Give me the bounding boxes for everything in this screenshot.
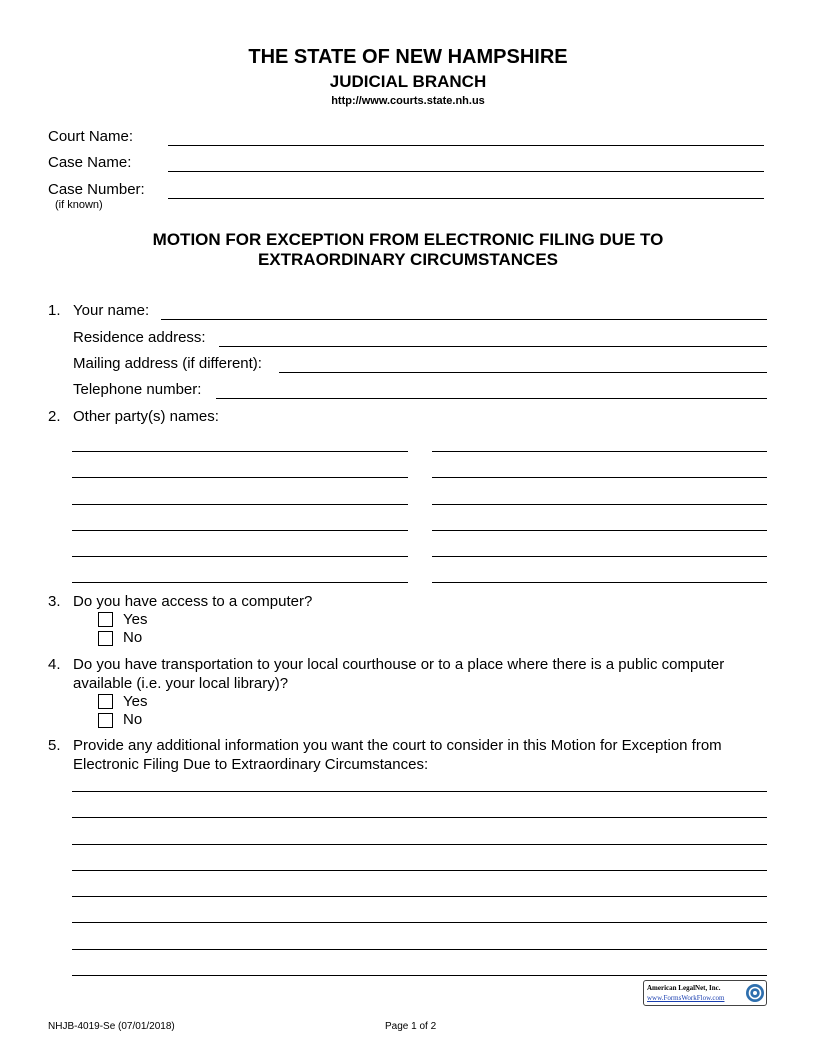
- other-party-line[interactable]: [72, 530, 408, 531]
- computer-access-question: Do you have access to a computer?: [73, 593, 313, 610]
- transportation-no-label: No: [123, 711, 143, 728]
- q5-number: 5.: [48, 737, 61, 754]
- if-known-note: (if known): [55, 199, 103, 211]
- branch-title: JUDICIAL BRANCH: [329, 72, 487, 91]
- other-party-line[interactable]: [432, 530, 767, 531]
- other-party-line[interactable]: [432, 556, 767, 557]
- residence-address-label: Residence address:: [73, 329, 206, 346]
- computer-yes-checkbox[interactable]: [98, 612, 113, 627]
- case-name-label: Case Name:: [48, 154, 132, 171]
- other-party-line[interactable]: [432, 477, 767, 478]
- additional-info-line[interactable]: [72, 817, 767, 818]
- case-name-field[interactable]: [168, 171, 764, 172]
- page-number: Page 1 of 2: [385, 1021, 437, 1032]
- additional-info-line[interactable]: [72, 949, 767, 950]
- other-party-line[interactable]: [432, 582, 767, 583]
- case-number-label: Case Number:: [48, 181, 145, 198]
- motion-title-line2: EXTRAORDINARY CIRCUMSTANCES: [257, 250, 559, 269]
- form-id: NHJB-4019-Se (07/01/2018): [48, 1021, 175, 1032]
- other-party-line[interactable]: [72, 477, 408, 478]
- court-name-label: Court Name:: [48, 128, 134, 145]
- logo-website: www.FormsWorkFlow.com: [647, 994, 725, 1002]
- case-number-field[interactable]: [168, 198, 764, 199]
- additional-info-line2: Electronic Filing Due to Extraordinary Circumstances:: [73, 756, 429, 773]
- your-name-label: Your name:: [73, 302, 150, 319]
- logo-globe-icon: [745, 983, 765, 1003]
- transportation-question-line2: available (i.e. your local library)?: [73, 675, 289, 692]
- computer-yes-label: Yes: [123, 611, 148, 628]
- transportation-yes-checkbox[interactable]: [98, 694, 113, 709]
- additional-info-line[interactable]: [72, 791, 767, 792]
- logo-company-name: American LegalNet, Inc.: [647, 984, 721, 992]
- computer-no-label: No: [123, 629, 143, 646]
- mailing-address-field[interactable]: [279, 372, 767, 373]
- q3-number: 3.: [48, 593, 61, 610]
- transportation-no-checkbox[interactable]: [98, 713, 113, 728]
- additional-info-line[interactable]: [72, 844, 767, 845]
- other-party-line[interactable]: [72, 582, 408, 583]
- residence-address-field[interactable]: [219, 346, 767, 347]
- additional-info-line[interactable]: [72, 975, 767, 976]
- transportation-yes-label: Yes: [123, 693, 148, 710]
- additional-info-line1: Provide any additional information you want the court to consider in this Motion for Exception from: [73, 737, 722, 754]
- your-name-field[interactable]: [161, 319, 767, 320]
- court-url: http://www.courts.state.nh.us: [331, 95, 485, 107]
- computer-no-checkbox[interactable]: [98, 631, 113, 646]
- other-party-line[interactable]: [72, 556, 408, 557]
- q1-number: 1.: [48, 302, 61, 319]
- other-party-line[interactable]: [72, 504, 408, 505]
- telephone-field[interactable]: [216, 398, 767, 399]
- additional-info-line[interactable]: [72, 870, 767, 871]
- additional-info-line[interactable]: [72, 922, 767, 923]
- other-party-line[interactable]: [72, 451, 408, 452]
- q2-number: 2.: [48, 408, 61, 425]
- transportation-question-line1: Do you have transportation to your local courthouse or to a place where there is a public computer: [73, 656, 725, 673]
- other-party-line[interactable]: [432, 451, 767, 452]
- american-legalnet-logo[interactable]: [643, 980, 767, 1006]
- additional-info-line[interactable]: [72, 896, 767, 897]
- mailing-address-label: Mailing address (if different):: [73, 355, 262, 372]
- motion-title-line1: MOTION FOR EXCEPTION FROM ELECTRONIC FILING DUE TO: [152, 230, 664, 249]
- q4-number: 4.: [48, 656, 61, 673]
- telephone-label: Telephone number:: [73, 381, 202, 398]
- other-party-line[interactable]: [432, 504, 767, 505]
- court-name-field[interactable]: [168, 145, 764, 146]
- state-title: THE STATE OF NEW HAMPSHIRE: [248, 46, 568, 68]
- other-parties-label: Other party(s) names:: [73, 408, 219, 425]
